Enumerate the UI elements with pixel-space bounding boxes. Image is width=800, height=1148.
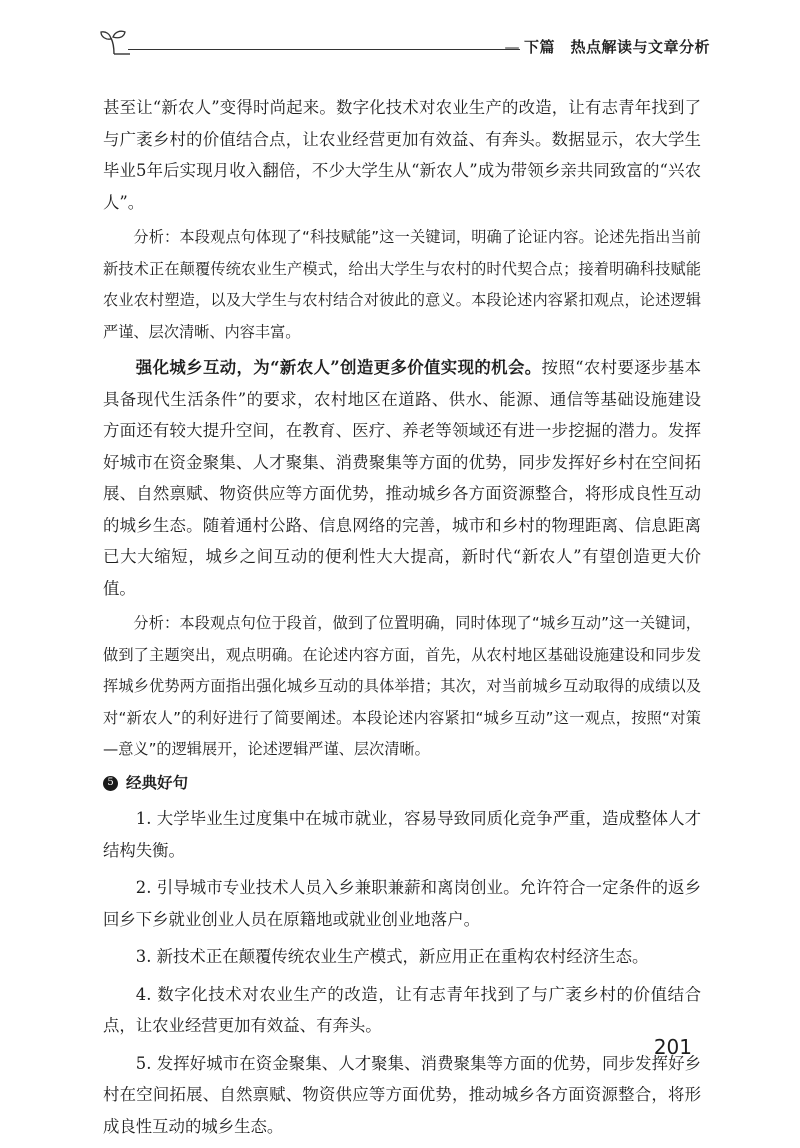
analysis-1: 分析：本段观点句体现了“科技赋能”这一关键词，明确了论证内容。论述先指出当前新技术正在颠覆传统农业生产模式，给出大学生与农村的时代契合点；接着明确科技赋能农业农村塑造，以及大学生与农村结合对彼此的意义。本段论述内容紧扣观点，论述逻辑严谨、层次清晰、内容丰富。 bbox=[103, 228, 701, 341]
thesis-sentence: 强化城乡互动，为“新农人”创造更多价值实现的机会。 bbox=[135, 358, 542, 377]
header-title-text: 下篇 热点解读与文章分析 bbox=[523, 38, 710, 56]
paragraph-2-body: 按照“农村要逐步基本具备现代生活条件”的要求，农村地区在道路、供水、能源、通信等基础设施建设方面还有较大提升空间，在教育、医疗、养老等领域还有进一步挖掘的潜力。发挥好城市在资金聚集、人才聚集、消费聚集等方面的优势，同步发挥好乡村在空间拓展、自然禀赋、物资供应等方面优势，推动城乡各方面资源整合，将形成良性互动的城乡生态。随着通村公路、信息网络的完善，城市和乡村的物理距离、信息距离已大大缩短，城乡之间互动的便利性大大提高，新时代“新农人”有望创造更大价值。 bbox=[103, 358, 701, 598]
header-arrow: — bbox=[504, 38, 520, 56]
section-label: 经典好句 bbox=[126, 773, 189, 792]
quote-3: 3. 新技术正在颠覆传统农业生产模式，新应用正在重构农村经济生态。 bbox=[135, 947, 649, 966]
page-body bbox=[103, 92, 701, 1148]
quote-1: 1. 大学毕业生过度集中在城市就业，容易导致同质化竞争严重，造成整体人才结构失衡。 bbox=[103, 809, 701, 860]
paragraph-1: 甚至让“新农人”变得时尚起来。数字化技术对农业生产的改造，让有志青年找到了与广袤乡村的价值结合点，让农业经营更加有效益、有奔头。数据显示，农大学生毕业5年后实现月收入翻倍，不少大学生从“新农人”成为带领乡亲共同致富的“兴农人”。 bbox=[103, 98, 701, 212]
section-badge-icon: 5 bbox=[103, 776, 118, 791]
analysis-2: 分析：本段观点句位于段首，做到了位置明确，同时体现了“城乡互动”这一关键词，做到了主题突出，观点明确。在论述内容方面，首先，从农村地区基础设施建设和同步发挥城乡优势两方面指出强化城乡互动的具体举措；其次，对当前城乡互动取得的成绩以及对“新农人”的利好进行了简要阐述。本段论述内容紧扣“城乡互动”这一观点，按照“对策—意义”的逻辑展开，论述逻辑严谨、层次清晰。 bbox=[103, 614, 701, 758]
quote-5: 5. 发挥好城市在资金聚集、人才聚集、消费聚集等方面的优势，同步发挥好乡村在空间拓展、自然禀赋、物资供应等方面优势，推动城乡各方面资源整合，将形成良性互动的城乡生态。 bbox=[103, 1053, 701, 1136]
sprout-icon bbox=[98, 28, 130, 56]
header-rule bbox=[128, 49, 520, 50]
section-title bbox=[504, 36, 710, 57]
section-heading bbox=[103, 768, 701, 800]
page-number: 201 bbox=[653, 1035, 692, 1059]
quote-2: 2. 引导城市专业技术人员入乡兼职兼薪和离岗创业。允许符合一定条件的返乡回乡下乡就业创业人员在原籍地或就业创业地落户。 bbox=[103, 878, 701, 929]
paragraph-2 bbox=[103, 352, 701, 604]
running-header bbox=[98, 28, 710, 62]
quote-4: 4. 数字化技术对农业生产的改造，让有志青年找到了与广袤乡村的价值结合点，让农业经营更加有效益、有奔头。 bbox=[103, 984, 701, 1035]
